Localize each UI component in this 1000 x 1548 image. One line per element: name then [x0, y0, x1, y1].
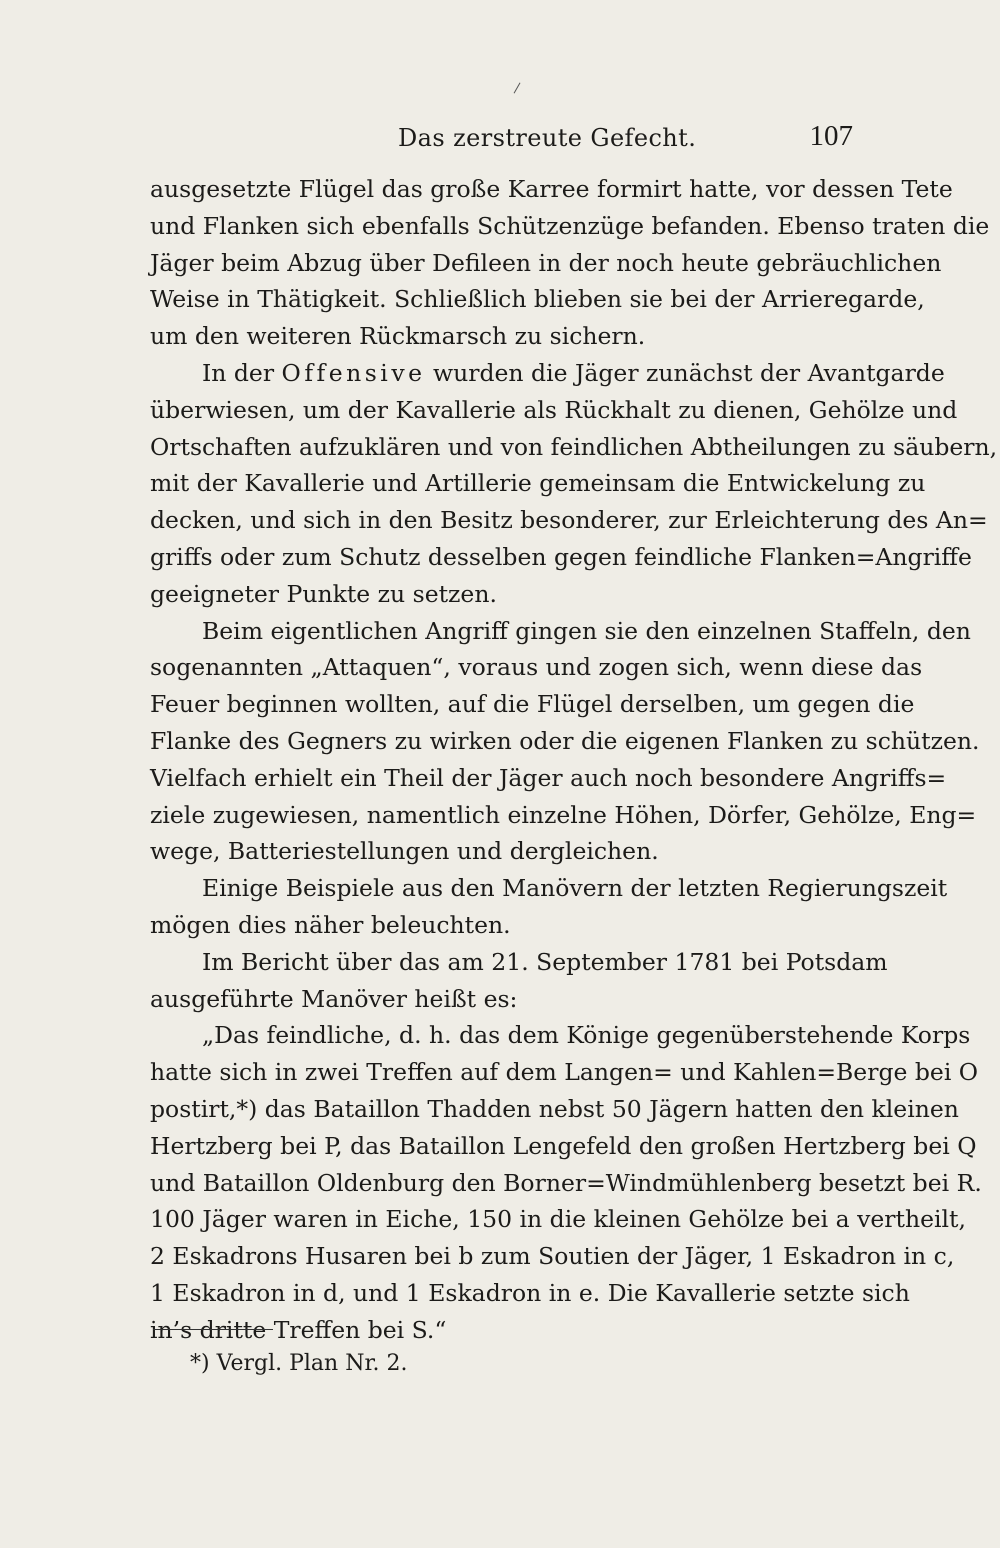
footnote: *) Vergl. Plan Nr. 2. — [190, 1351, 408, 1376]
text-line: Beim eigentlichen Angriff gingen sie den einzelnen Staffeln, den — [202, 616, 971, 645]
text-line: Vielfach erhielt ein Theil der Jäger auch noch besondere Angriffs= — [150, 763, 947, 792]
text-line: Weise in Thätigkeit. Schließlich blieben sie bei der Arrieregarde, — [150, 285, 925, 314]
text-line: geeigneter Punkte zu setzen. — [150, 579, 497, 608]
text-line: Flanke des Gegners zu wirken oder die eigenen Flanken zu schützen. — [150, 726, 980, 755]
text-line: Im Bericht über das am 21. September 1781 bei Potsdam — [202, 947, 888, 976]
text-line: in’s dritte Treffen bei S.“ — [150, 1315, 447, 1344]
text-line: mögen dies näher beleuchten. — [150, 910, 511, 939]
emphasized-word: Offensive — [281, 358, 426, 387]
text-line: ziele zugewiesen, namentlich einzelne Höhen, Dörfer, Gehölze, Eng= — [150, 800, 977, 829]
text-line: Feuer beginnen wollten, auf die Flügel derselben, um gegen die — [150, 690, 915, 719]
text-line — [150, 355, 945, 392]
text-line: 2 Eskadrons Husaren bei b zum Soutien der Jäger, 1 Eskadron in c, — [150, 1242, 955, 1271]
ink-mark — [514, 83, 528, 98]
text-run: wurden die Jäger zunächst der Avantgarde — [425, 358, 945, 387]
page-number: 107 — [809, 120, 853, 152]
text-line: Ortschaften aufzuklären und von feindlichen Abtheilungen zu säubern, — [150, 432, 998, 461]
text-line: ausgesetzte Flügel das große Karree formirt hatte, vor dessen Tete — [150, 175, 953, 203]
text-line: um den weiteren Rückmarsch zu sichern. — [150, 322, 646, 351]
footnote-rule — [153, 1329, 273, 1330]
text-line: und Flanken sich ebenfalls Schützenzüge befanden. Ebenso traten die — [150, 211, 990, 240]
text-line: ausgeführte Manöver heißt es: — [150, 984, 518, 1013]
page-header — [150, 120, 855, 160]
text-line: Hertzberg bei P, das Bataillon Lengefeld den großen Hertzberg bei Q — [150, 1131, 977, 1160]
text-line: Einige Beispiele aus den Manövern der letzten Regierungszeit — [202, 874, 948, 903]
text-line: hatte sich in zwei Treffen auf dem Langen= und Kahlen=Berge bei O — [150, 1058, 979, 1087]
text-line: mit der Kavallerie und Artillerie gemeinsam die Entwickelung zu — [150, 469, 926, 498]
text-line: überwiesen, um der Kavallerie als Rückhalt zu dienen, Gehölze und — [150, 395, 958, 424]
body-text — [150, 171, 998, 1349]
text-line: decken, und sich in den Besitz besonderer, zur Erleichterung des An= — [150, 506, 988, 535]
running-head: Das zerstreute Gefecht. — [398, 124, 697, 152]
text-line: und Bataillon Oldenburg den Borner=Windmühlenberg besetzt bei R. — [150, 1168, 982, 1197]
text-line: 1 Eskadron in d, und 1 Eskadron in e. Die Kavallerie setzte sich — [150, 1278, 910, 1307]
text-line: 100 Jäger waren in Eiche, 150 in die kleinen Gehölze bei a vertheilt, — [150, 1205, 966, 1234]
text-line: Jäger beim Abzug über Defileen in der noch heute gebräuchlichen — [150, 248, 942, 277]
text-line: „Das feindliche, d. h. das dem Könige gegenüberstehende Korps — [202, 1021, 971, 1050]
text-line: wege, Batteriestellungen und dergleichen. — [150, 837, 659, 866]
text-line: griffs oder zum Schutz desselben gegen feindliche Flanken=Angriffe — [150, 542, 972, 571]
text-run: In der — [202, 358, 282, 387]
text-line: sogenannten „Attaquen“, voraus und zogen sich, wenn diese das — [150, 653, 923, 682]
text-line: postirt,*) das Bataillon Thadden nebst 50 Jägern hatten den kleinen — [150, 1094, 959, 1123]
